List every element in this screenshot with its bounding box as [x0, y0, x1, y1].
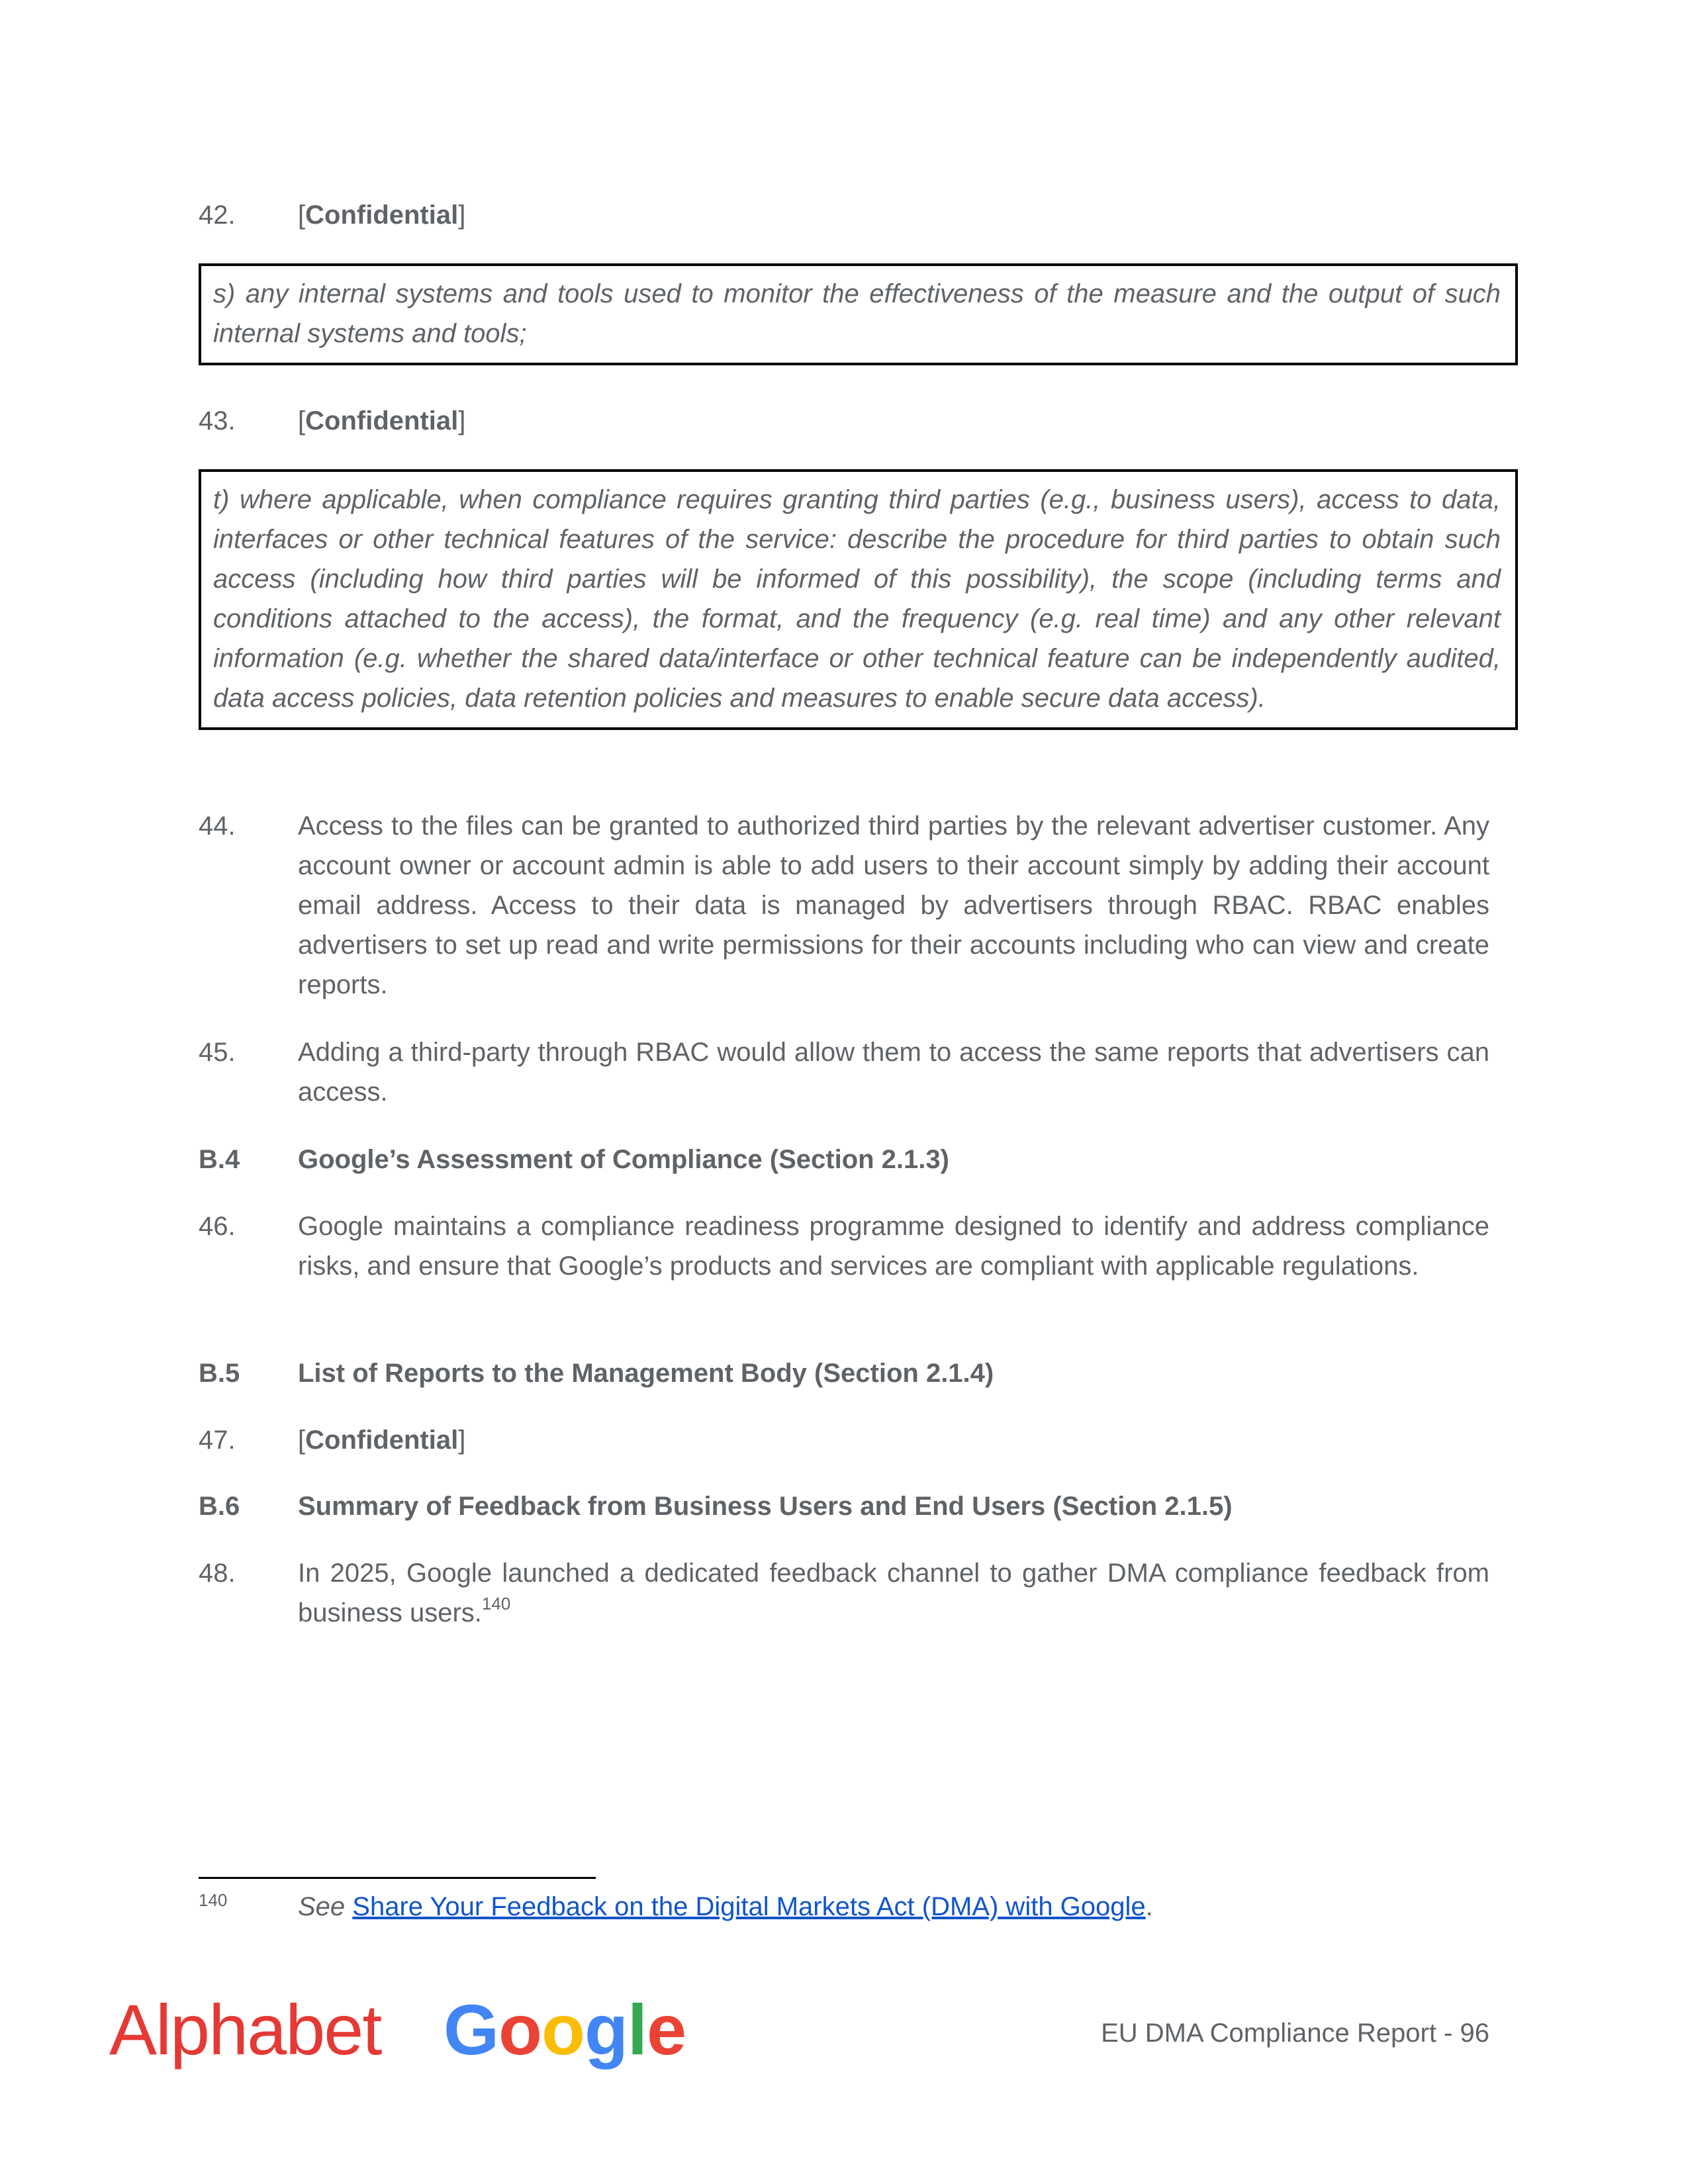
paragraph-number: 45.	[199, 1038, 236, 1067]
confidential-label: Confidential	[305, 406, 459, 435]
google-logo-letter: l	[627, 1989, 647, 2070]
footer-page-label: EU DMA Compliance Report - 96	[1101, 2019, 1489, 2048]
paragraph-text: Access to the files can be granted to authorized third parties by the relevant advertiser customer. Any account owner or account admin is able to add users to their account simply by adding their account email address. Access to their data is managed by advertisers through RBAC. RBAC enables advertisers to set up read and write permissions for their accounts including who can view and create reports.	[298, 811, 1489, 999]
section-number: B.4	[199, 1145, 240, 1174]
footnote-divider	[199, 1877, 596, 1879]
paragraph-44	[199, 806, 1489, 1005]
section-number: B.6	[199, 1492, 240, 1521]
paragraph-47: 47. [Confidential]	[199, 1420, 1489, 1460]
google-logo	[444, 1987, 686, 2073]
section-title: List of Reports to the Management Body (Section 2.1.4)	[298, 1359, 994, 1388]
paragraph-text: Google maintains a compliance readiness programme designed to identify and address compliance risks, and ensure that Google’s products and services are compliant with applicable regulations.	[298, 1212, 1489, 1281]
footnote-number: 140	[199, 1890, 228, 1910]
section-title: Google’s Assessment of Compliance (Section 2.1.3)	[298, 1145, 949, 1174]
footnote-see: See	[298, 1892, 346, 1921]
feedback-link[interactable]: Share Your Feedback on the Digital Markets Act (DMA) with Google	[352, 1892, 1146, 1921]
paragraph-number: 42.	[199, 201, 236, 230]
google-logo-letter: g	[584, 1989, 628, 2070]
paragraph-number: 47.	[199, 1426, 236, 1455]
google-logo-letter: e	[646, 1989, 686, 2070]
alphabet-logo: Alphabet	[109, 1989, 381, 2070]
paragraph-46	[199, 1206, 1489, 1286]
quoted-requirement-t: t) where applicable, when compliance requires granting third parties (e.g., business users), access to data, interfaces or other technical features of the service: describe the procedure for third parties to obtain such access (including how third parties will be informed of this possibility), the scope (including terms and conditions attached to the access), the format, and the frequency (e.g. real time) and any other relevant information (e.g. whether the shared data/interface or other technical feature can be independently audited, data access policies, data retention policies and measures to enable secure data access).	[199, 469, 1518, 730]
google-logo-letter: o	[541, 1989, 585, 2070]
paragraph-number: 48.	[199, 1559, 236, 1588]
google-logo-letter: G	[444, 1989, 499, 2070]
section-heading-b5	[199, 1353, 1489, 1393]
paragraph-text: Adding a third-party through RBAC would allow them to access the same reports that advertisers can access.	[298, 1038, 1489, 1107]
paragraph-number: 43.	[199, 406, 236, 435]
google-logo-letter: o	[498, 1989, 541, 2070]
footnote-reference[interactable]: 140	[481, 1594, 511, 1614]
section-heading-b6	[199, 1486, 1489, 1526]
confidential-label: Confidential	[305, 1426, 459, 1455]
quoted-requirement-s: s) any internal systems and tools used to monitor the effectiveness of the measure and the output of such internal systems and tools;	[199, 263, 1518, 365]
paragraph-42: 42. [Confidential]	[199, 195, 1489, 235]
paragraph-45	[199, 1032, 1489, 1112]
paragraph-number: 44.	[199, 811, 236, 841]
paragraph-43: 43. [Confidential]	[199, 401, 1489, 441]
paragraph-48	[199, 1553, 1489, 1633]
section-number: B.5	[199, 1359, 240, 1388]
confidential-label: Confidential	[305, 201, 459, 230]
paragraph-number: 46.	[199, 1212, 236, 1241]
paragraph-text: In 2025, Google launched a dedicated feedback channel to gather DMA compliance feedback from business users.	[298, 1559, 1489, 1627]
section-heading-b4	[199, 1140, 1489, 1179]
section-title: Summary of Feedback from Business Users and End Users (Section 2.1.5)	[298, 1492, 1233, 1521]
